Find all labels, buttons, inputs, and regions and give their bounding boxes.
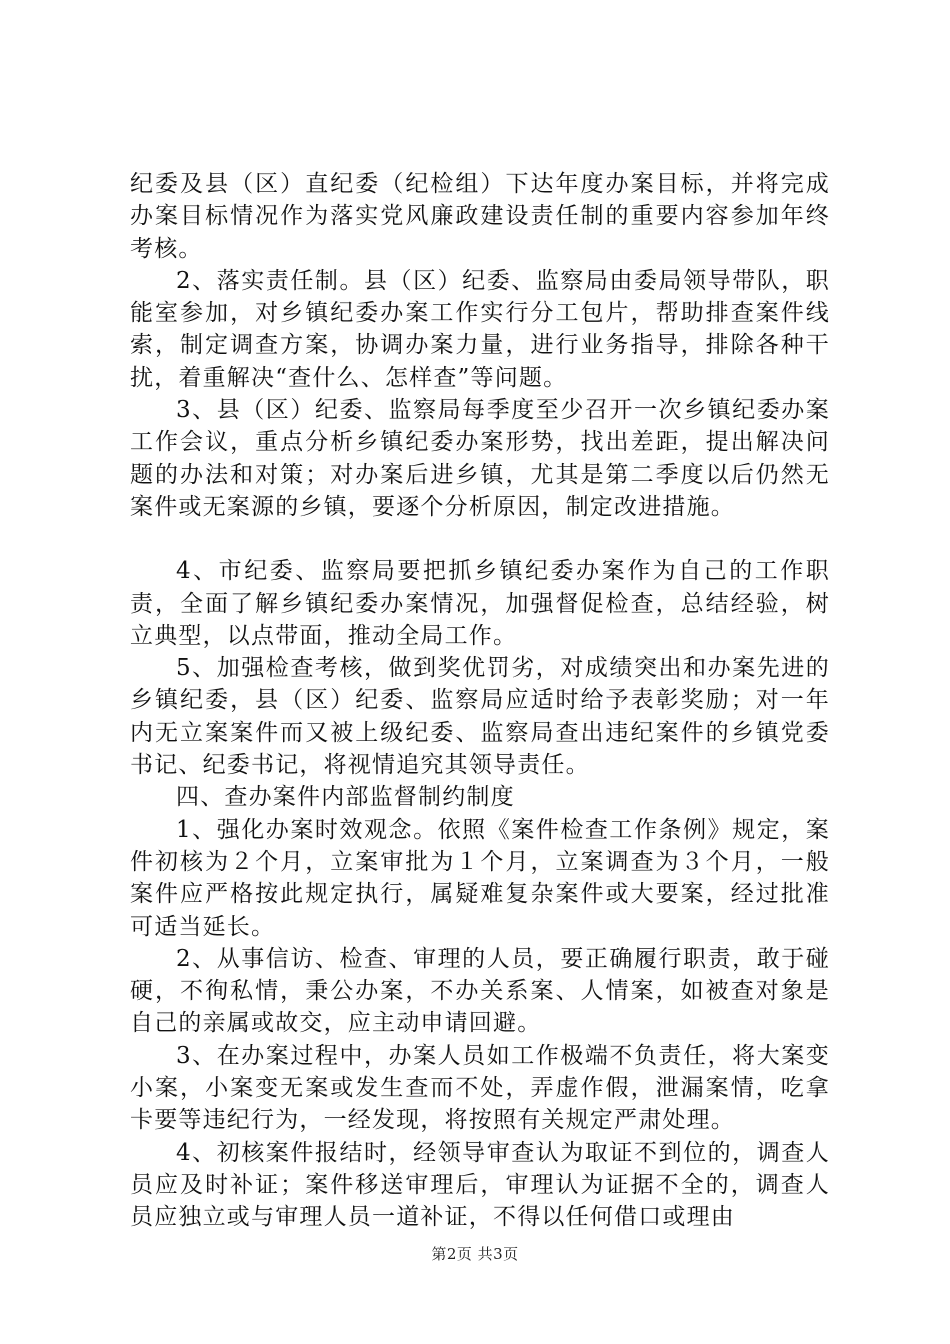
paragraph-continuation: 纪委及县（区）直纪委（纪检组）下达年度办案目标，并将完成办案目标情况作为落实党风廉政建设责任制的重要内容参加年终考核。 [130,171,830,262]
paragraph-item-2: 2、落实责任制。县（区）纪委、监察局由委局领导带队，职能室参加，对乡镇纪委办案工作实行分工包片，帮助排查案件线索，制定调查方案，协调办案力量，进行业务指导，排除各种干扰，着重解决“查什么、怎样查”等问题。 [130,267,830,391]
paragraph-section4-item-1: 1、强化办案时效观念。依照《案件检查工作条例》规定，案件初核为２个月，立案审批为１个月，立案调查为３个月，一般案件应严格按此规定执行，属疑难复杂案件或大要案，经过批准可适当延长。 [130,816,830,940]
paragraph-item-4: 4、市纪委、监察局要把抓乡镇纪委办案作为自己的工作职责，全面了解乡镇纪委办案情况，加强督促检查，总结经验，树立典型，以点带面，推动全局工作。 [130,558,830,649]
page-number-footer: 第2页 共3页 [431,1245,519,1263]
paragraph-item-5: 5、加强检查考核，做到奖优罚劣，对成绩突出和办案先进的乡镇纪委，县（区）纪委、监察局应适时给予表彰奖励；对一年内无立案案件而又被上级纪委、监察局查出违纪案件的乡镇党委书记、纪委书记，将视情追究其领导责任。 [130,655,830,779]
paragraph-section4-item-2: 2、从事信访、检查、审理的人员，要正确履行职责，敢于碰硬，不徇私情，秉公办案，不办关系案、人情案，如被查对象是自己的亲属或故交，应主动申请回避。 [130,945,830,1037]
paragraph-section4-item-3: 3、在办案过程中，办案人员如工作极端不负责任，将大案变小案，小案变无案或发生查而不处，弄虚作假，泄漏案情，吃拿卡要等违纪行为，一经发现，将按照有关规定严肃处理。 [130,1042,830,1134]
paragraph-item-3: 3、县（区）纪委、监察局每季度至少召开一次乡镇纪委办案工作会议，重点分析乡镇纪委办案形势，找出差距，提出解决问题的办法和对策；对办案后进乡镇，尤其是第二季度以后仍然无案件或无案源的乡镇，要逐个分析原因，制定改进措施。 [130,397,830,520]
section-heading: 四、查办案件内部监督制约制度 [176,784,515,811]
paragraph-section4-item-4: 4、初核案件报结时，经领导审查认为取证不到位的，调查人员应及时补证；案件移送审理后，审理认为证据不全的，调查人员应独立或与审理人员一道补证，不得以任何借口或理由 [130,1139,830,1231]
document-body [130,168,830,1234]
